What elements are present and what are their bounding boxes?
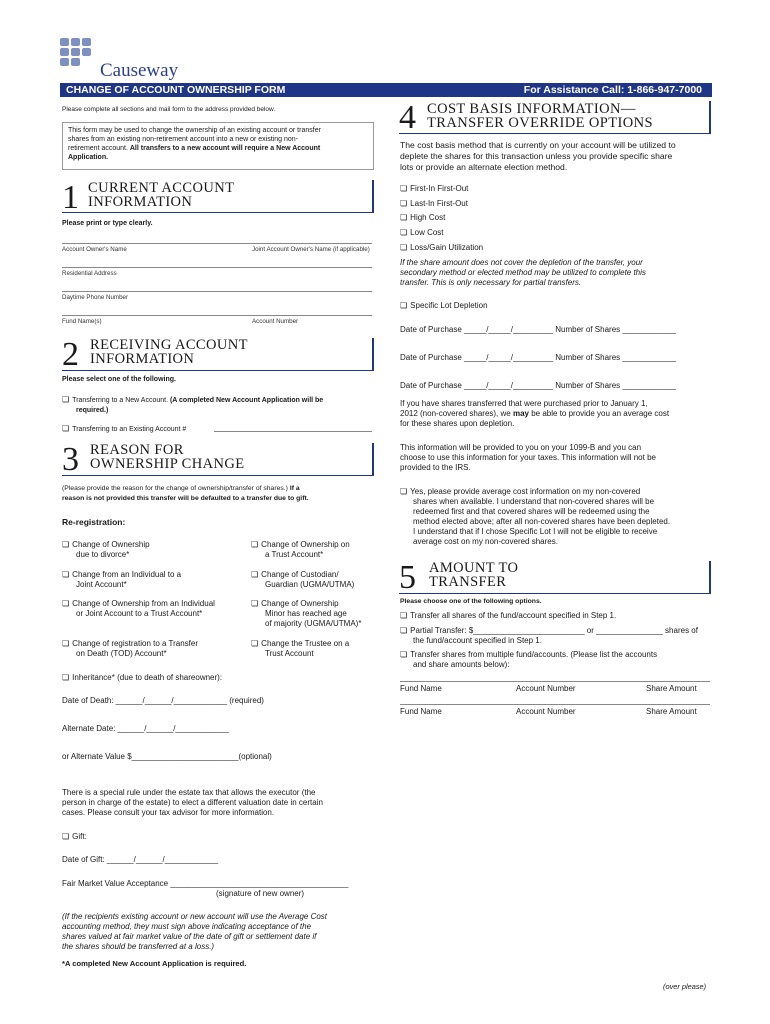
address-line[interactable] — [62, 267, 372, 268]
divorce-option[interactable]: ❏ Change of Ownership due to divorce* — [62, 540, 150, 560]
low-cost-option[interactable]: ❏ Low Cost — [400, 228, 444, 238]
trust-account-option[interactable]: ❏ Change of Ownership on a Trust Account* — [251, 540, 350, 560]
owner-name-line[interactable] — [62, 243, 372, 244]
intro-text: This form may be used to change the ownership of an existing account or transfer shares from an existing non-retirement account into a new or existing non- retirement account. All transfers to a new account will require a New Account Application. — [68, 127, 321, 161]
required-note: *A completed New Account Application is required. — [62, 959, 247, 968]
form-header-banner — [60, 83, 712, 97]
avg-cost-note: (If the recipients existing account or new account will use the Average Cost accounting method, they must sign above indicating acceptance of the shares valued at fair market value of the date of gift or settlement date if the shares should be transferred at a loss.) — [62, 912, 328, 951]
non-covered-note: If you have shares transferred that were purchased prior to January 1, 2012 (non-covered shares), we may be able to provide you an average cost for these shares upon depletion. — [400, 399, 670, 428]
section-4-number: 4 — [399, 99, 416, 136]
loss-gain-option[interactable]: ❏ Loss/Gain Utilization — [400, 243, 483, 253]
alternate-date-field[interactable]: Alternate Date: ______/______/____________ — [62, 724, 229, 733]
fmv-signature-field[interactable]: Fair Market Value Acceptance ________________________________________ — [62, 879, 349, 888]
date-of-gift-field[interactable]: Date of Gift: ______/______/____________ — [62, 855, 219, 864]
phone-label: Daytime Phone Number — [62, 294, 129, 301]
reason-note: (Please provide the reason for the change of ownership/transfer of shares.) If a reason is not provided this transfer will be defaulted to a transfer due to gift. — [62, 485, 309, 502]
minor-majority-option[interactable]: ❏ Change of Ownership Minor has reached age of majority (UGMA/UTMA)* — [251, 599, 361, 629]
transfer-all-option[interactable]: ❏ Transfer all shares of the fund/account specified in Step 1. — [400, 611, 616, 621]
section-5-number: 5 — [399, 559, 416, 596]
average-cost-yes-option[interactable]: ❏ Yes, please provide average cost information on my non-covered shares when available. I understand that non-covered shares will be redeemed first and that covered shares will be redeemed using the method elected above; after all non-covered shares have been depleted. I understand that if I chose Specific Lot I will not be eligible to receive average cost on my non-covered shares. — [400, 487, 712, 547]
1099b-note: This information will be provided to you on your 1099-B and you can choose to use this information for your taxes. This information will not be provided to the IRS. — [400, 443, 656, 472]
section-1-title: CURRENT ACCOUNT INFORMATION — [88, 180, 235, 210]
section-3-title: REASON FOR OWNERSHIP CHANGE — [90, 442, 245, 472]
existing-account-option[interactable]: ❏ Transferring to an Existing Account # — [62, 424, 186, 433]
to-trust-option[interactable]: ❏ Change of Ownership from an Individual or Joint Account to a Trust Account* — [62, 599, 215, 619]
gift-option[interactable]: ❏ Gift: — [62, 832, 87, 842]
phone-line[interactable] — [62, 291, 372, 292]
section-3-number: 3 — [62, 441, 79, 478]
address-label: Residential Address — [62, 270, 117, 277]
lot-row-3[interactable]: Date of Purchase _____/_____/_________ Number of Shares ____________ — [400, 381, 676, 390]
assistance-phone: For Assistance Call: 1-866-947-7000 — [523, 84, 702, 96]
share-amount-col-1: Share Amount — [646, 684, 697, 693]
fund-row-2-line[interactable] — [400, 704, 710, 705]
multiple-transfer-option[interactable]: ❏ Transfer shares from multiple fund/accounts. (Please list the accounts and share amounts below): — [400, 650, 657, 670]
fund-line[interactable] — [62, 315, 372, 316]
choose-note: Please choose one of the following options. — [400, 598, 542, 605]
joint-owner-label: Joint Account Owner's Name (if applicable) — [252, 246, 370, 253]
partial-transfer-option[interactable]: ❏ Partial Transfer: $_________________________ or _______________ shares of the fund/account specified in Step 1. — [400, 626, 698, 646]
fund-name-col-1: Fund Name — [400, 684, 442, 693]
date-of-death-field[interactable]: Date of Death: ______/______/____________ (required) — [62, 696, 264, 705]
share-amount-col-2: Share Amount — [646, 707, 697, 716]
cost-basis-text: The cost basis method that is currently on your account will be utilized to deplete the shares for this transaction unless you provide specific share lots or provide an alternate election method. — [400, 140, 676, 172]
brand-name: Causeway — [100, 60, 179, 81]
lot-row-2[interactable]: Date of Purchase _____/_____/_________ Number of Shares ____________ — [400, 353, 676, 362]
joint-option[interactable]: ❏ Change from an Individual to a Joint Account* — [62, 570, 181, 590]
section-2-title: RECEIVING ACCOUNT INFORMATION — [90, 337, 248, 367]
new-account-option[interactable]: ❏ Transferring to a New Account. (A completed New Account Application will be required.) — [62, 395, 372, 416]
print-note: Please print or type clearly. — [62, 220, 153, 227]
fund-label: Fund Name(s) — [62, 318, 102, 325]
form-title: CHANGE OF ACCOUNT OWNERSHIP FORM — [66, 84, 286, 96]
existing-account-line[interactable] — [214, 431, 372, 432]
lifo-option[interactable]: ❏ Last-In First-Out — [400, 199, 468, 209]
over-please: (over please) — [663, 982, 707, 991]
rereg-heading: Re-registration: — [62, 517, 126, 527]
lot-row-1[interactable]: Date of Purchase _____/_____/_________ Number of Shares ____________ — [400, 325, 676, 334]
trustee-option[interactable]: ❏ Change the Trustee on a Trust Account — [251, 639, 349, 659]
inheritance-option[interactable]: ❏ Inheritance* (due to death of shareowner): — [62, 673, 222, 683]
tod-option[interactable]: ❏ Change of registration to a Transfer on Death (TOD) Account* — [62, 639, 198, 659]
select-note: Please select one of the following. — [62, 376, 176, 383]
section-2-number: 2 — [62, 336, 79, 373]
section-4-title: COST BASIS INFORMATION— TRANSFER OVERRIDE OPTIONS — [427, 101, 653, 131]
alternate-value-field[interactable]: or Alternate Value $________________________(optional) — [62, 752, 272, 761]
section-5-title: AMOUNT TO TRANSFER — [429, 560, 519, 590]
instruction: Please complete all sections and mail form to the address provided below. — [62, 106, 276, 113]
account-number-label: Account Number — [252, 318, 299, 325]
custodian-option[interactable]: ❏ Change of Custodian/ Guardian (UGMA/UTMA) — [251, 570, 354, 590]
account-number-col-1: Account Number — [516, 684, 576, 693]
specific-lot-option[interactable]: ❏ Specific Lot Depletion — [400, 301, 488, 311]
signature-caption: (signature of new owner) — [216, 889, 305, 898]
high-cost-option[interactable]: ❏ High Cost — [400, 213, 445, 223]
logo-mark — [60, 38, 102, 72]
depletion-note: If the share amount does not cover the depletion of the transfer, your secondary method or elected method may be utilized to complete this transfer. This is only necessary for partial transfers. — [400, 258, 646, 287]
fund-name-col-2: Fund Name — [400, 707, 442, 716]
section-1-number: 1 — [62, 179, 79, 216]
account-number-col-2: Account Number — [516, 707, 576, 716]
fund-row-1-line[interactable] — [400, 681, 710, 682]
fifo-option[interactable]: ❏ First-In First-Out — [400, 184, 468, 194]
owner-name-label: Account Owner's Name — [62, 246, 127, 253]
estate-note: There is a special rule under the estate tax that allows the executor (the person in charge of the estate) to elect a different valuation date in certain cases. Please consult your tax advisor for more information. — [62, 788, 323, 817]
